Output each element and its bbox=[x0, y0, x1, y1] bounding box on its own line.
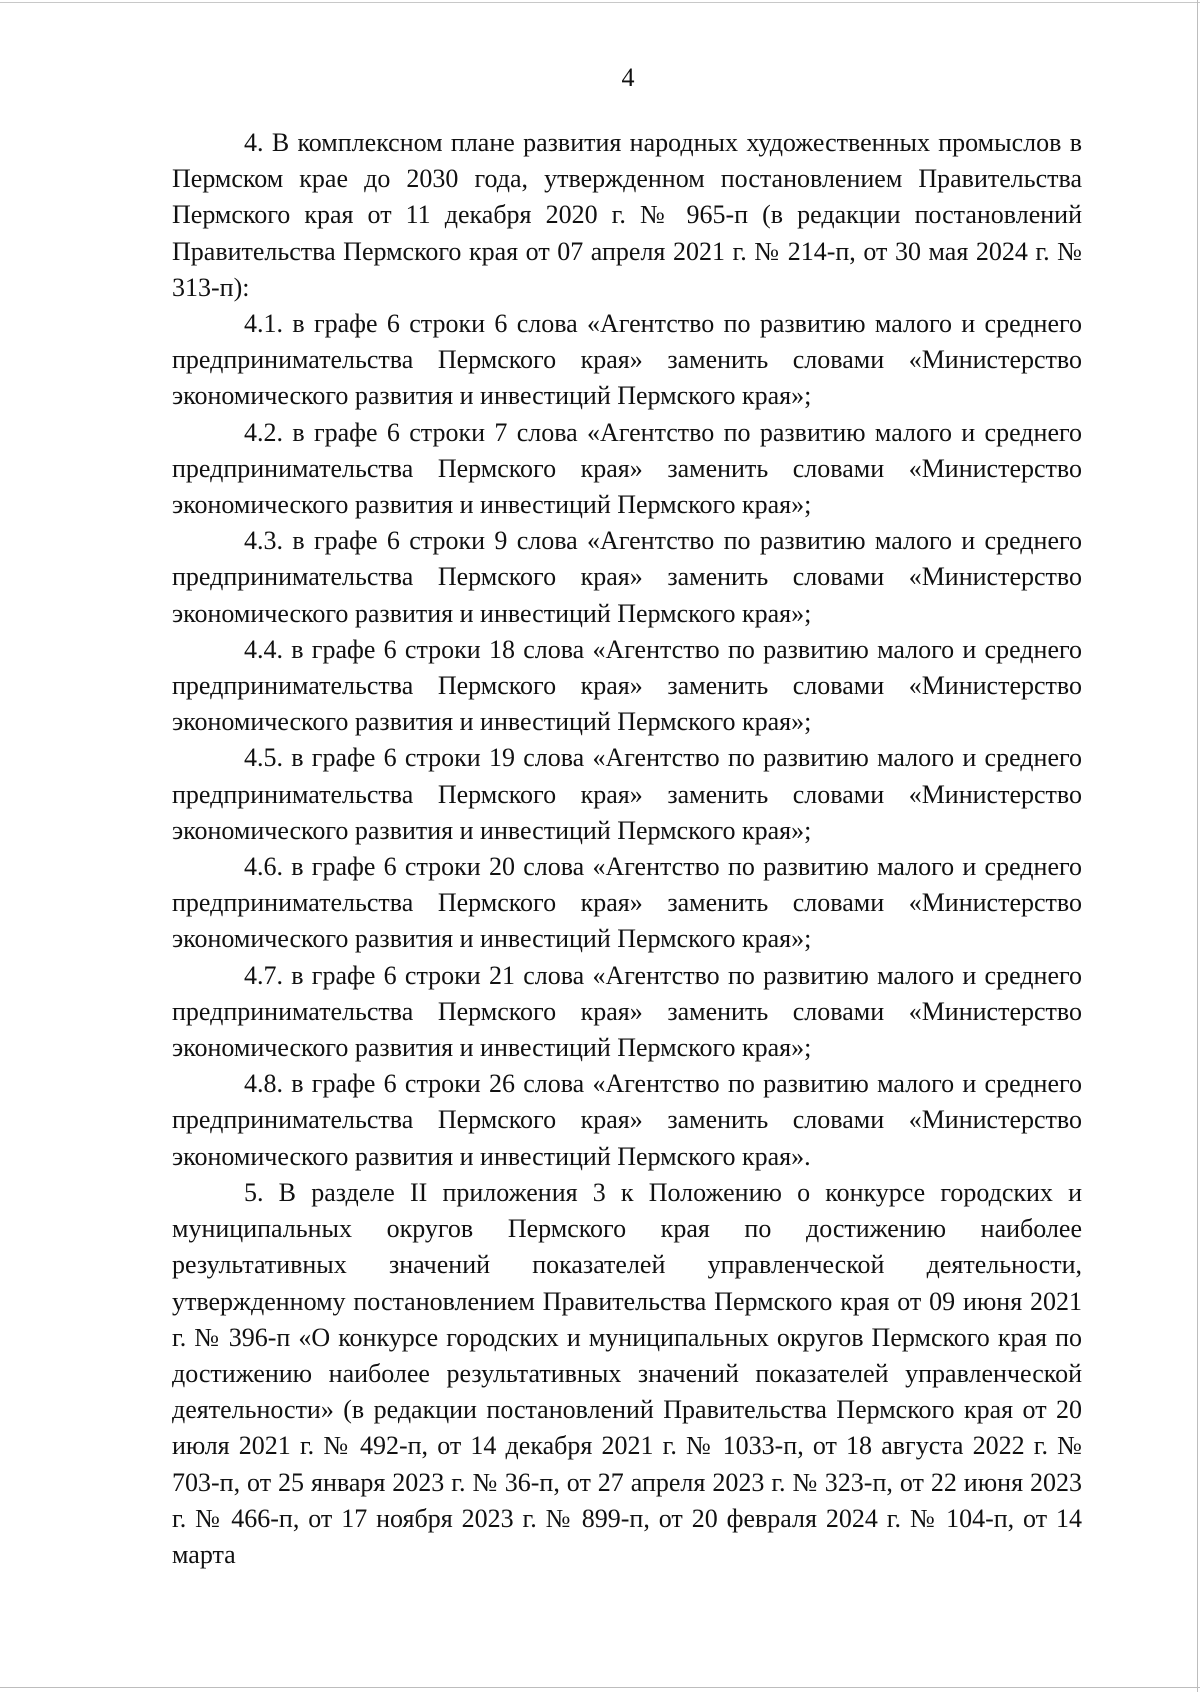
paragraph-4-7: 4.7. в графе 6 строки 21 слова «Агентство по развитию малого и среднего предпринимательства Пермского края» заменить словами «Министерство экономического развития и инвестиций Пермского края»; bbox=[172, 960, 1082, 1063]
paragraph-4-3: 4.3. в графе 6 строки 9 слова «Агентство по развитию малого и среднего предпринимательства Пермского края» заменить словами «Министерство экономического развития и инвестиций Пермского края»; bbox=[172, 526, 1082, 628]
page-number: 4 bbox=[621, 63, 635, 92]
paragraph-4-1: 4.1. в графе 6 строки 6 слова «Агентство по развитию малого и среднего предпринимательства Пермского края» заменить словами «Министерство экономического развития и инвестиций Пермского края»; bbox=[172, 309, 1082, 411]
paragraph-5: 5. В разделе II приложения 3 к Положению о конкурсе городских и муниципальных округов Пермского края по достижению наиболее результативных значений показателей управленческой деятельности, утвержденному постановлением Правительства Пермского края от 09 июня 2021 г. № 396-п «О конкурсе городских и муниципальных округов Пермского края по достижению наиболее результативных значений показателей управленческой деятельности» (в редакции постановлений Правительства Пермского края от 20 июля 2021 г. № 492-п, от 14 декабря 2021 г. № 1033-п, от 18 августа 2022 г. № 703-п, от 25 января 2023 г. № 36-п, от 27 апреля 2023 г. № 323-п, от 22 июня 2023 г. № 466-п, от 17 ноября 2023 г. № 899-п, от 20 февраля 2024 г. № 104-п, от 14 марта bbox=[172, 1177, 1082, 1569]
paragraph-4-6: 4.6. в графе 6 строки 20 слова «Агентство по развитию малого и среднего предпринимательства Пермского края» заменить словами «Министерство экономического развития и инвестиций Пермского края»; bbox=[172, 852, 1082, 954]
paragraph-4: 4. В комплексном плане развития народных художественных промыслов в Пермском крае до 2030 года, утвержденном постановлением Правительства Пермского края от 11 декабря 2020 г. № 965-п (в редакции постановлений Правительства Пермского края от 07 апреля 2021 г. № 214-п, от 30 мая 2024 г. № 313-п): bbox=[172, 128, 1082, 302]
scan-edge-right bbox=[1197, 0, 1198, 1692]
paragraph-4-4: 4.4. в графе 6 строки 18 слова «Агентство по развитию малого и среднего предпринимательства Пермского края» заменить словами «Министерство экономического развития и инвестиций Пермского края»; bbox=[172, 634, 1082, 737]
paragraph-4-5: 4.5. в графе 6 строки 19 слова «Агентство по развитию малого и среднего предпринимательства Пермского края» заменить словами «Министерство экономического развития и инвестиций Пермского края»; bbox=[172, 743, 1082, 845]
paragraph-4-8: 4.8. в графе 6 строки 26 слова «Агентство по развитию малого и среднего предпринимательства Пермского края» заменить словами «Министерство экономического развития и инвестиций Пермского края». bbox=[172, 1069, 1082, 1171]
scan-edge-bottom bbox=[0, 1687, 1200, 1688]
paragraph-4-2: 4.2. в графе 6 строки 7 слова «Агентство по развитию малого и среднего предпринимательства Пермского края» заменить словами «Министерство экономического развития и инвестиций Пермского края»; bbox=[172, 417, 1082, 520]
document-body bbox=[172, 125, 1082, 1573]
scan-edge-top bbox=[0, 2, 1200, 3]
